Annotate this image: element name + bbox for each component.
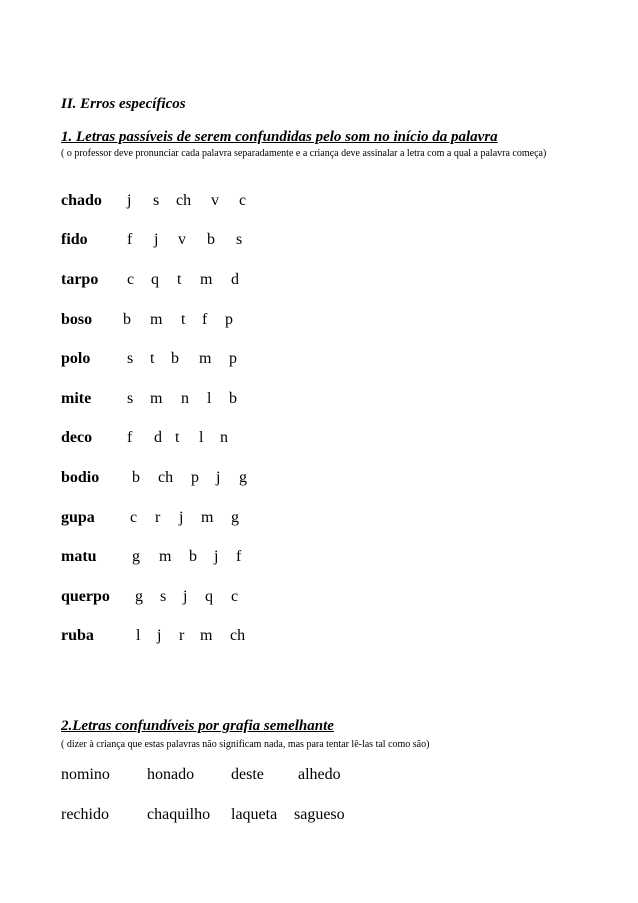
letter-option: t: [175, 429, 180, 446]
letter-option: l: [207, 390, 212, 407]
letter-option: b: [189, 548, 197, 565]
letter-option: p: [191, 469, 199, 486]
row-word: bodio: [61, 469, 100, 486]
row-word: deco: [61, 429, 93, 446]
row-word: gupa: [61, 509, 95, 526]
letter-option: m: [159, 548, 172, 565]
letter-option: t: [150, 350, 155, 367]
letter-option: g: [135, 588, 143, 605]
pseudo-word: laqueta: [231, 806, 278, 823]
pseudo-word: deste: [231, 766, 264, 783]
letter-option: v: [211, 192, 219, 209]
letter-option: d: [231, 271, 239, 288]
part2-title: 2.Letras confundíveis por grafia semelhante: [61, 718, 334, 734]
row-word: querpo: [61, 588, 110, 605]
letter-option: c: [130, 509, 138, 526]
letter-option: f: [127, 429, 133, 446]
letter-option: j: [157, 627, 162, 644]
pseudo-word: rechido: [61, 806, 109, 823]
letter-option: m: [200, 627, 213, 644]
letter-option: j: [154, 231, 159, 248]
letter-option: r: [179, 627, 185, 644]
row-word: boso: [61, 311, 93, 328]
letter-option: ch: [176, 192, 192, 209]
letter-option: j: [216, 469, 221, 486]
letter-option: s: [160, 588, 167, 605]
letter-option: l: [199, 429, 204, 446]
letter-option: g: [231, 509, 239, 526]
part2-note: ( dizer à criança que estas palavras não significam nada, mas para tentar lê-las tal como são): [61, 739, 430, 750]
letter-option: r: [155, 509, 161, 526]
letter-option: ch: [230, 627, 246, 644]
row-word: ruba: [61, 627, 94, 644]
letter-option: m: [201, 509, 214, 526]
letter-option: t: [177, 271, 182, 288]
letter-option: n: [181, 390, 189, 407]
row-word: fido: [61, 231, 88, 248]
letter-option: s: [236, 231, 243, 248]
letter-option: s: [153, 192, 160, 209]
letter-option: f: [202, 311, 208, 328]
letter-option: j: [183, 588, 188, 605]
section-title: II. Erros específicos: [61, 96, 186, 112]
row-word: polo: [61, 350, 91, 367]
letter-option: v: [178, 231, 186, 248]
letter-option: m: [150, 390, 163, 407]
letter-option: q: [205, 588, 213, 605]
letter-option: j: [214, 548, 219, 565]
letter-option: g: [239, 469, 247, 486]
letter-option: ch: [158, 469, 174, 486]
letter-option: j: [127, 192, 132, 209]
letter-option: s: [127, 350, 134, 367]
letter-option: s: [127, 390, 134, 407]
letter-option: b: [171, 350, 179, 367]
letter-option: m: [200, 271, 213, 288]
pseudo-word: nomino: [61, 766, 110, 783]
letter-option: b: [132, 469, 140, 486]
letter-option: b: [123, 311, 131, 328]
letter-option: m: [150, 311, 163, 328]
pseudo-word: alhedo: [298, 766, 341, 783]
letter-option: c: [231, 588, 239, 605]
letter-option: d: [154, 429, 162, 446]
letter-option: l: [136, 627, 141, 644]
part1-title: 1. Letras passíveis de serem confundidas pelo som no início da palavra: [61, 129, 498, 145]
letter-option: t: [181, 311, 186, 328]
letter-option: g: [132, 548, 140, 565]
pseudo-word: honado: [147, 766, 195, 783]
row-word: matu: [61, 548, 97, 565]
letter-option: b: [207, 231, 215, 248]
letter-option: c: [127, 271, 135, 288]
letter-option: b: [229, 390, 237, 407]
letter-option: f: [236, 548, 242, 565]
row-word: tarpo: [61, 271, 99, 288]
letter-option: n: [220, 429, 228, 446]
letter-option: c: [239, 192, 247, 209]
pseudo-word: sagueso: [294, 806, 345, 823]
letter-option: m: [199, 350, 212, 367]
letter-option: j: [179, 509, 184, 526]
letter-option: q: [151, 271, 159, 288]
letter-option: p: [225, 311, 233, 328]
letter-option: p: [229, 350, 237, 367]
row-word: mite: [61, 390, 92, 407]
part1-note: ( o professor deve pronunciar cada palavra separadamente e a criança deve assinalar a letra com a qual a palavra começa): [61, 148, 547, 159]
pseudo-word: chaquilho: [147, 806, 211, 823]
letter-option: f: [127, 231, 133, 248]
row-word: chado: [61, 192, 102, 209]
